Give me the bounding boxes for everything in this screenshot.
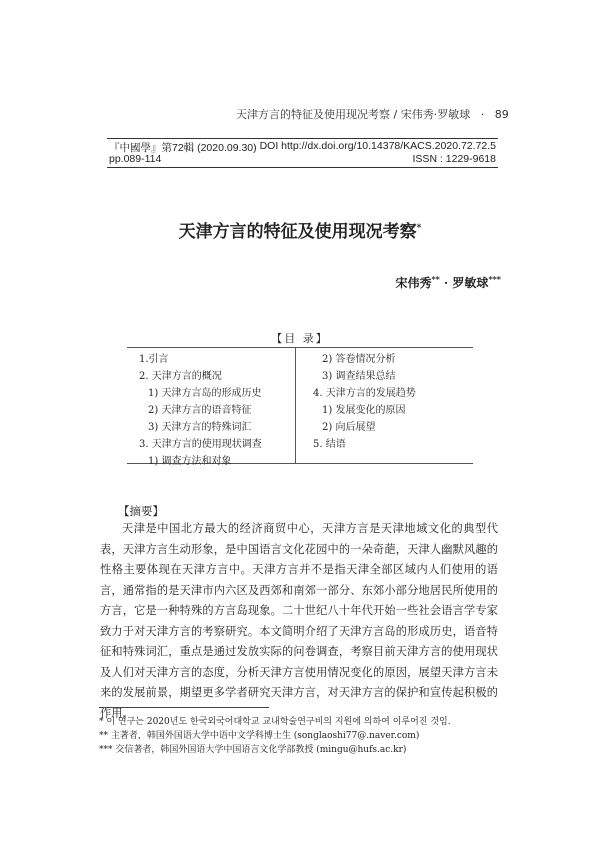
toc-item: 2. 天津方言的概况 <box>139 371 222 382</box>
abstract-body <box>100 519 498 724</box>
running-header-separator: · <box>480 108 485 121</box>
paper-title <box>0 217 600 242</box>
toc-right-column <box>313 351 416 453</box>
page-number: 89 <box>494 108 509 121</box>
doi-link[interactable]: DOI http://dx.doi.org/10.14378/KACS.2020.72.72.5 <box>259 140 496 152</box>
abstract-label: 【摘要】 <box>118 504 164 518</box>
toc-item: 5. 结语 <box>313 439 346 450</box>
author-separator: · <box>439 276 453 290</box>
author-first: 宋伟秀 <box>395 276 432 290</box>
table-of-contents <box>127 347 473 467</box>
footnote-first-author: ** 主著者，韩国外国语大学中语中文学科博士生 (songlaoshi77@.naver.com) <box>99 731 420 741</box>
toc-heading: 【目 录】 <box>271 332 329 345</box>
toc-left-column <box>139 351 262 470</box>
author-second-mark: *** <box>488 274 501 284</box>
author-line <box>395 274 501 291</box>
toc-item: 4. 天津方言的发展趋势 <box>313 388 416 399</box>
toc-item: 1) 发展变化的原因 <box>322 405 406 416</box>
footnote-corresponding-author: *** 交信著者，韩国外国语大学中国语言文化学部教授 (mingu@hufs.ac.kr) <box>99 745 407 755</box>
toc-item: 2) 答卷情况分析 <box>322 354 396 365</box>
toc-item: 1) 天津方言岛的形成历史 <box>148 388 262 399</box>
article-meta-box <box>107 138 498 168</box>
author-first-mark: ** <box>431 274 440 284</box>
author-second: 罗敏球 <box>452 276 489 290</box>
title-footnote-mark: * <box>416 223 422 234</box>
paper-title-text: 天津方言的特征及使用现况考察 <box>178 222 417 242</box>
toc-item: 3) 调查结果总结 <box>322 371 396 382</box>
toc-item: 2) 天津方言的语音特征 <box>148 405 252 416</box>
running-header <box>236 106 509 122</box>
toc-item: 3) 天津方言的特殊词汇 <box>148 422 252 433</box>
page-range: pp.089-114 <box>109 153 162 165</box>
journal-info: 『中國學』第72輯 (2020.09.30) <box>109 142 257 154</box>
toc-item: 3. 天津方言的使用现状调查 <box>139 439 262 450</box>
toc-item: 2) 向后展望 <box>322 422 376 433</box>
footnote-funding: * 이 연구는 2020년도 한국외국어대학교 교내학술연구비의 지원에 의하여 이루어진 것임. <box>99 717 451 727</box>
abstract-text: 天津是中国北方最大的经济商贸中心，天津方言是天津地域文化的典型代表，天津方言生动形象，是中国语言文化花园中的一朵奇葩，天津人幽默风趣的性格主要体现在天津方言中。天津方言并不是指天津全部区域内人们使用的语言，通常指的是天津市内六区及西郊和南郊一部分、东郊小部分地居民所使用的方言，它是一种特殊的方言岛现象。二十世纪八十年代开始一些社会语言学专家致力于对天津方言的考察研究。本文简明介绍了天津方言岛的形成历史，语音特征和特殊词汇，重点是通过发放实际的问卷调查，考察目前天津方言的使用现状及人们对天津方言的态度，分析天津方言使用情况变化的原因，展望天津方言未来的发展前景，期望更多学者研究天津方言，对天津方言的保护和宣传起积极的作用。 <box>100 522 498 720</box>
toc-item: 1.引言 <box>139 354 169 365</box>
toc-item: 1) 调查方法和对象 <box>148 456 232 467</box>
footnote-rule <box>99 707 269 708</box>
toc-divider <box>295 348 296 463</box>
running-header-text: 天津方言的特征及使用现况考察 / 宋伟秀·罗敏球 <box>236 108 471 121</box>
issn: ISSN : 1229-9618 <box>412 153 496 165</box>
